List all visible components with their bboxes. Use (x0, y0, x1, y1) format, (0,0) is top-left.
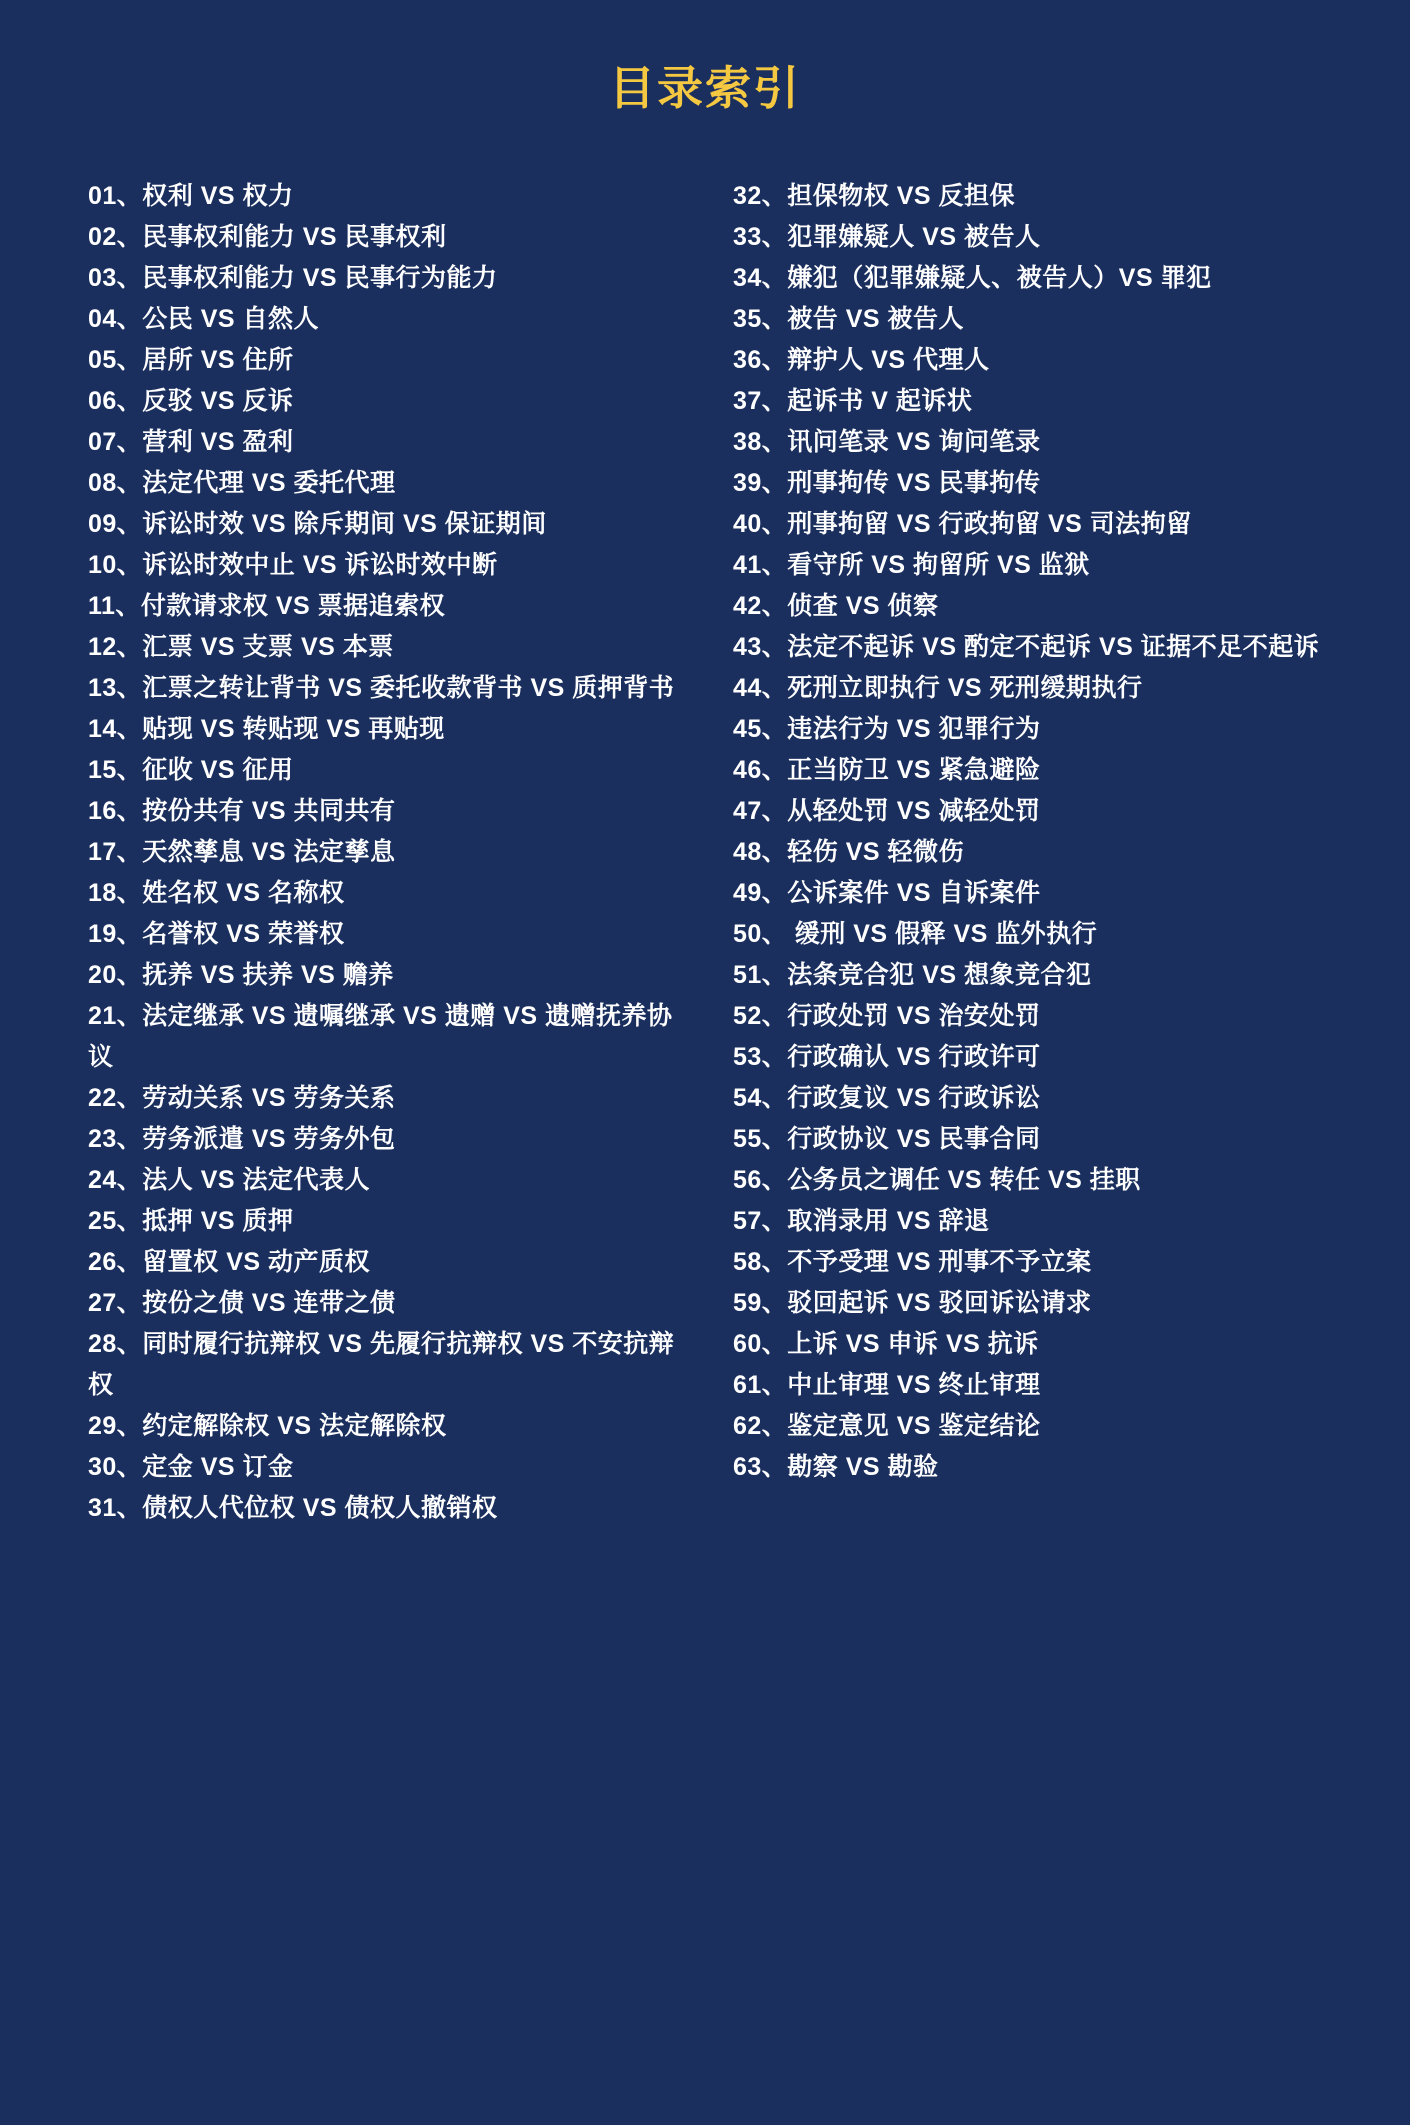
index-columns (0, 128, 1410, 1529)
list-item[interactable]: 50、 缓刑 VS 假释 VS 监外执行 (733, 920, 1098, 948)
list-item[interactable]: 03、民事权利能力 VS 民事行为能力 (88, 264, 498, 292)
list-item[interactable]: 20、抚养 VS 扶养 VS 赡养 (88, 961, 394, 989)
list-item[interactable]: 61、中止审理 VS 终止审理 (733, 1371, 1041, 1399)
list-item[interactable]: 19、名誉权 VS 荣誉权 (88, 920, 345, 948)
list-item[interactable]: 27、按份之债 VS 连带之债 (88, 1289, 396, 1317)
list-item[interactable]: 16、按份共有 VS 共同共有 (88, 797, 396, 825)
list-item[interactable]: 51、法条竞合犯 VS 想象竞合犯 (733, 961, 1092, 989)
list-item[interactable]: 60、上诉 VS 申诉 VS 抗诉 (733, 1330, 1039, 1358)
list-item[interactable]: 62、鉴定意见 VS 鉴定结论 (733, 1412, 1041, 1440)
page-title: 目录索引 (609, 62, 801, 114)
list-item[interactable]: 14、贴现 VS 转贴现 VS 再贴现 (88, 715, 445, 743)
list-item[interactable]: 48、轻伤 VS 轻微伤 (733, 838, 965, 866)
list-item[interactable]: 24、法人 VS 法定代表人 (88, 1166, 371, 1194)
list-item[interactable]: 05、居所 VS 住所 (88, 346, 294, 374)
list-item[interactable]: 39、刑事拘传 VS 民事拘传 (733, 469, 1041, 497)
list-item[interactable]: 31、债权人代位权 VS 债权人撤销权 (88, 1494, 498, 1522)
index-column-left (88, 176, 695, 1529)
list-item[interactable]: 26、留置权 VS 动产质权 (88, 1248, 371, 1276)
list-item[interactable]: 36、辩护人 VS 代理人 (733, 346, 990, 374)
list-item[interactable]: 63、勘察 VS 勘验 (733, 1453, 939, 1481)
list-item[interactable]: 18、姓名权 VS 名称权 (88, 879, 345, 907)
list-item[interactable]: 04、公民 VS 自然人 (88, 305, 320, 333)
list-item[interactable]: 06、反驳 VS 反诉 (88, 387, 294, 415)
list-item[interactable]: 12、汇票 VS 支票 VS 本票 (88, 633, 394, 661)
list-item[interactable]: 55、行政协议 VS 民事合同 (733, 1125, 1041, 1153)
list-item[interactable]: 17、天然孳息 VS 法定孳息 (88, 838, 396, 866)
list-item[interactable]: 38、讯问笔录 VS 询问笔录 (733, 428, 1041, 456)
list-item[interactable]: 08、法定代理 VS 委托代理 (88, 469, 396, 497)
list-item[interactable]: 54、行政复议 VS 行政诉讼 (733, 1084, 1041, 1112)
list-item[interactable]: 02、民事权利能力 VS 民事权利 (88, 223, 447, 251)
index-column-right (725, 176, 1332, 1529)
list-item[interactable]: 25、抵押 VS 质押 (88, 1207, 294, 1235)
list-item[interactable]: 11、付款请求权 VS 票据追索权 (88, 592, 446, 620)
list-item[interactable]: 56、公务员之调任 VS 转任 VS 挂职 (733, 1166, 1141, 1194)
list-item[interactable]: 28、同时履行抗辩权 VS 先履行抗辩权 VS 不安抗辩权 (88, 1330, 675, 1399)
list-item[interactable]: 40、刑事拘留 VS 行政拘留 VS 司法拘留 (733, 510, 1192, 538)
list-item[interactable]: 35、被告 VS 被告人 (733, 305, 965, 333)
list-item[interactable]: 53、行政确认 VS 行政许可 (733, 1043, 1041, 1071)
list-item[interactable]: 30、定金 VS 订金 (88, 1453, 294, 1481)
list-item[interactable]: 57、取消录用 VS 辞退 (733, 1207, 990, 1235)
list-item[interactable]: 58、不予受理 VS 刑事不予立案 (733, 1248, 1092, 1276)
list-item[interactable]: 23、劳务派遣 VS 劳务外包 (88, 1125, 396, 1153)
list-item[interactable]: 45、违法行为 VS 犯罪行为 (733, 715, 1041, 743)
list-item[interactable]: 09、诉讼时效 VS 除斥期间 VS 保证期间 (88, 510, 547, 538)
list-item[interactable]: 15、征收 VS 征用 (88, 756, 294, 784)
list-item[interactable]: 21、法定继承 VS 遗嘱继承 VS 遗赠 VS 遗赠抚养协议 (88, 1002, 673, 1071)
list-item[interactable]: 22、劳动关系 VS 劳务关系 (88, 1084, 396, 1112)
list-item[interactable]: 01、权利 VS 权力 (88, 182, 294, 210)
list-item[interactable]: 37、起诉书 V 起诉状 (733, 387, 973, 415)
list-item[interactable]: 34、嫌犯（犯罪嫌疑人、被告人）VS 罪犯 (733, 264, 1212, 292)
list-item[interactable]: 10、诉讼时效中止 VS 诉讼时效中断 (88, 551, 498, 579)
list-item[interactable]: 59、驳回起诉 VS 驳回诉讼请求 (733, 1289, 1092, 1317)
list-item[interactable]: 52、行政处罚 VS 治安处罚 (733, 1002, 1041, 1030)
list-item[interactable]: 47、从轻处罚 VS 减轻处罚 (733, 797, 1041, 825)
list-item[interactable]: 33、犯罪嫌疑人 VS 被告人 (733, 223, 1041, 251)
list-item[interactable]: 43、法定不起诉 VS 酌定不起诉 VS 证据不足不起诉 (733, 633, 1320, 661)
list-item[interactable]: 13、汇票之转让背书 VS 委托收款背书 VS 质押背书 (88, 674, 675, 702)
list-item[interactable]: 41、看守所 VS 拘留所 VS 监狱 (733, 551, 1090, 579)
list-item[interactable]: 32、担保物权 VS 反担保 (733, 182, 1016, 210)
list-item[interactable]: 07、营利 VS 盈利 (88, 428, 294, 456)
list-item[interactable]: 44、死刑立即执行 VS 死刑缓期执行 (733, 674, 1143, 702)
list-item[interactable]: 29、约定解除权 VS 法定解除权 (88, 1412, 447, 1440)
list-item[interactable]: 49、公诉案件 VS 自诉案件 (733, 879, 1041, 907)
list-item[interactable]: 42、侦查 VS 侦察 (733, 592, 939, 620)
list-item[interactable]: 46、正当防卫 VS 紧急避险 (733, 756, 1041, 784)
